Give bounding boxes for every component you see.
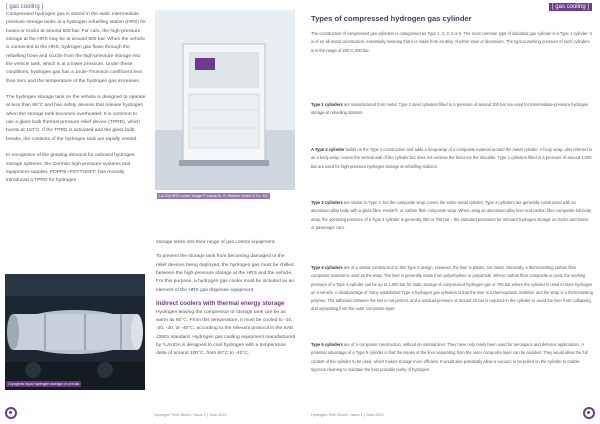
paragraph: The hydrogen storage tank on the vehicle is designed to operate at less than 85°C and has safety devices that release hydrogen when the storage tank becomes overheated. It is common to use a glass bulb thermal pressure relief device (TPRD), which bursts at 110°C. If the TPRD is activated and the glass bulb breaks, the contents of the hydrogen tank are rapidly vented. xyxy=(6,95,146,142)
page-footer: Hydrogen Tech World / Issue 1 | June 2024 xyxy=(154,413,227,417)
paragraph: The construction of compressed gas cylinders is categorised as Type 1, 2, 3, 4 or 5. The most common type of industrial gas cylinder is a Type 1 cylinder. It is of an all-metal construction, essentially meaning that it is made from an alloy of either steel or aluminium. The typical working pressure of such cylinders is in the range of 200 to 300 bar. xyxy=(311,31,592,53)
section-tag-right: [ gas cooling ] xyxy=(549,3,592,11)
paragraph: In recognition of the growing demand for onboard hydrogen storage systems, the German high-pressure systems and equipment supplier, POPPE+POTTHOFF, has recently introduced a TPRD for hydrogen xyxy=(6,153,135,184)
hydrogen-truck-image xyxy=(5,274,145,390)
article-title: Types of compressed hydrogen gas cylinder xyxy=(311,14,472,23)
hydrogen-tech-world-logo-icon xyxy=(583,407,595,419)
paragraph: A Type 2 cylinder builds on the Type 1 construction and adds a hoop-wrap of a composite material around the metal cylinder. A hoop wrap, also referred to as a body wrap, covers the vertical wall of the cylinder but does not enclose the head nor the shoulder. Type 2 cylinders filled to a pressure of around 1,000 bar are used for high-pressure hydrogen storage at refuelling stations. xyxy=(311,147,593,169)
paragraph: Type 5 cylinders are of a composite construction, without an internal liner. They have only rarely been used for aerospace and defence applications. A potential advantage of a Type 5 cylinder is that the issues of the liner separating from the outer composite layer can be avoided. They would allow the full content of the cylinder to be used, which makes storage more efficient. It would also potentially allow a vacuum to be pulled on the cylinder to enable rigorous cleaning to maintain the best possible purity of hydrogen. xyxy=(311,342,588,372)
paragraph: Compressed hydrogen gas is stored in the static intermediate pressure storage tanks at a hydrogen refuelling station (HRS) for buses or trucks at around 500 bar. For cars, the high-pressure storage at the HRS may be at around 900 bar. When the vehicle is connected to the HRS, hydrogen gas flows through the refuelling hose and nozzle from the high-pressure storage into the vehicle tank, which is at a lower pressure. Under these conditions, hydrogen gas has a Joule-Thomson coefficient less than zero and the temperature of the hydrogen gas increases. xyxy=(6,12,146,84)
photo-caption: Cryogenic liquid hydrogen storage on a truck xyxy=(8,382,80,386)
paragraph: Hydrogen leaving the compressor or storage tank can be as warm as 60°C. From this temperature, it must be cooled to -10, -20, -30, or -40°C, according to the relevant protocol in the SAE J2601 standard. Hydrogen gas cooling equipment manufactured by *LAUDA is designed to cool hydrogen with a temperature delta of around 100°C, from 60°C to -40°C. xyxy=(156,309,296,357)
paragraph: Type 1 cylinders are manufactured from metal. Type 1 steel cylinders filled to a pressure of around 300 bar are used for intermediate-pressure hydrogen storage at refuelling stations. xyxy=(311,102,589,116)
hydrogen-truck-photo xyxy=(5,274,145,390)
left-column-2 xyxy=(156,239,296,367)
paragraph: Type 4 cylinders are of a similar construction to this Type 3 design. However, the liner is plastic, not metal. Generally, a thermosetting carbon fibre composite material is used as the wrap. The liner is generally made from polyethylene or polyamide. Where carbon fibre composite is used, the working pressure of a Type 4 cylinder can be up to 1,000 bar for static storage of compressed hydrogen gas or 700 bar where the cylinder is used to store hydrogen on a vehicle. A disadvantage of many established Type 4 hydrogen gas cylinders is that the liner is a thermoplastic material, and the wrap is a thermosetting polymer. The adhesion between the two is not perfect, and a residual pressure of around 20 bar is required in the cylinder to avoid the liner from collapsing and separating from the outer composite layer. xyxy=(311,265,593,312)
section-tag-left: [ gas cooling ] xyxy=(6,4,44,10)
right-page xyxy=(300,0,600,424)
subheading: Indirect coolers with thermal energy storage xyxy=(156,300,285,308)
lauda-cooler-image xyxy=(155,10,295,190)
page-footer: Hydrogen Tech World / Issue 1 | June 2024 xyxy=(311,413,384,417)
paragraph: Type 3 cylinders are similar to Type 2, but the composite wrap covers the entire metal cylinder. Type 3 cylinders are generally constructed with an aluminium alloy body with a glass fibre, Kevlar®, or carbon fibre composite wrap. When using an aluminium alloy liner and carbon fibre composite full-body wrap, the operating pressure of a Type 3 cylinder is generally 350 or 700 bar – the standard pressures for onboard hydrogen storage on trucks and buses or passenger cars. xyxy=(311,200,592,230)
left-column-1 xyxy=(6,11,146,194)
photo-caption: LAUDA HRS cooler. Image © Lauda Dr. R. Wobser GmbH & Co. KG xyxy=(159,194,268,198)
paragraph: To prevent the storage tank from becoming damaged or the relief devices being deployed, the hydrogen gas must be chilled between the high-pressure storage at the HRS and the vehicle. For this purpose, a hydrogen gas cooler must be included as an element of the HRS gas dispense equipment. xyxy=(156,254,295,293)
paragraph: storage tanks into their range of gas control equipment. xyxy=(156,240,276,245)
hydrogen-tech-world-logo-icon xyxy=(5,407,17,419)
lauda-cooler-photo xyxy=(155,10,295,190)
